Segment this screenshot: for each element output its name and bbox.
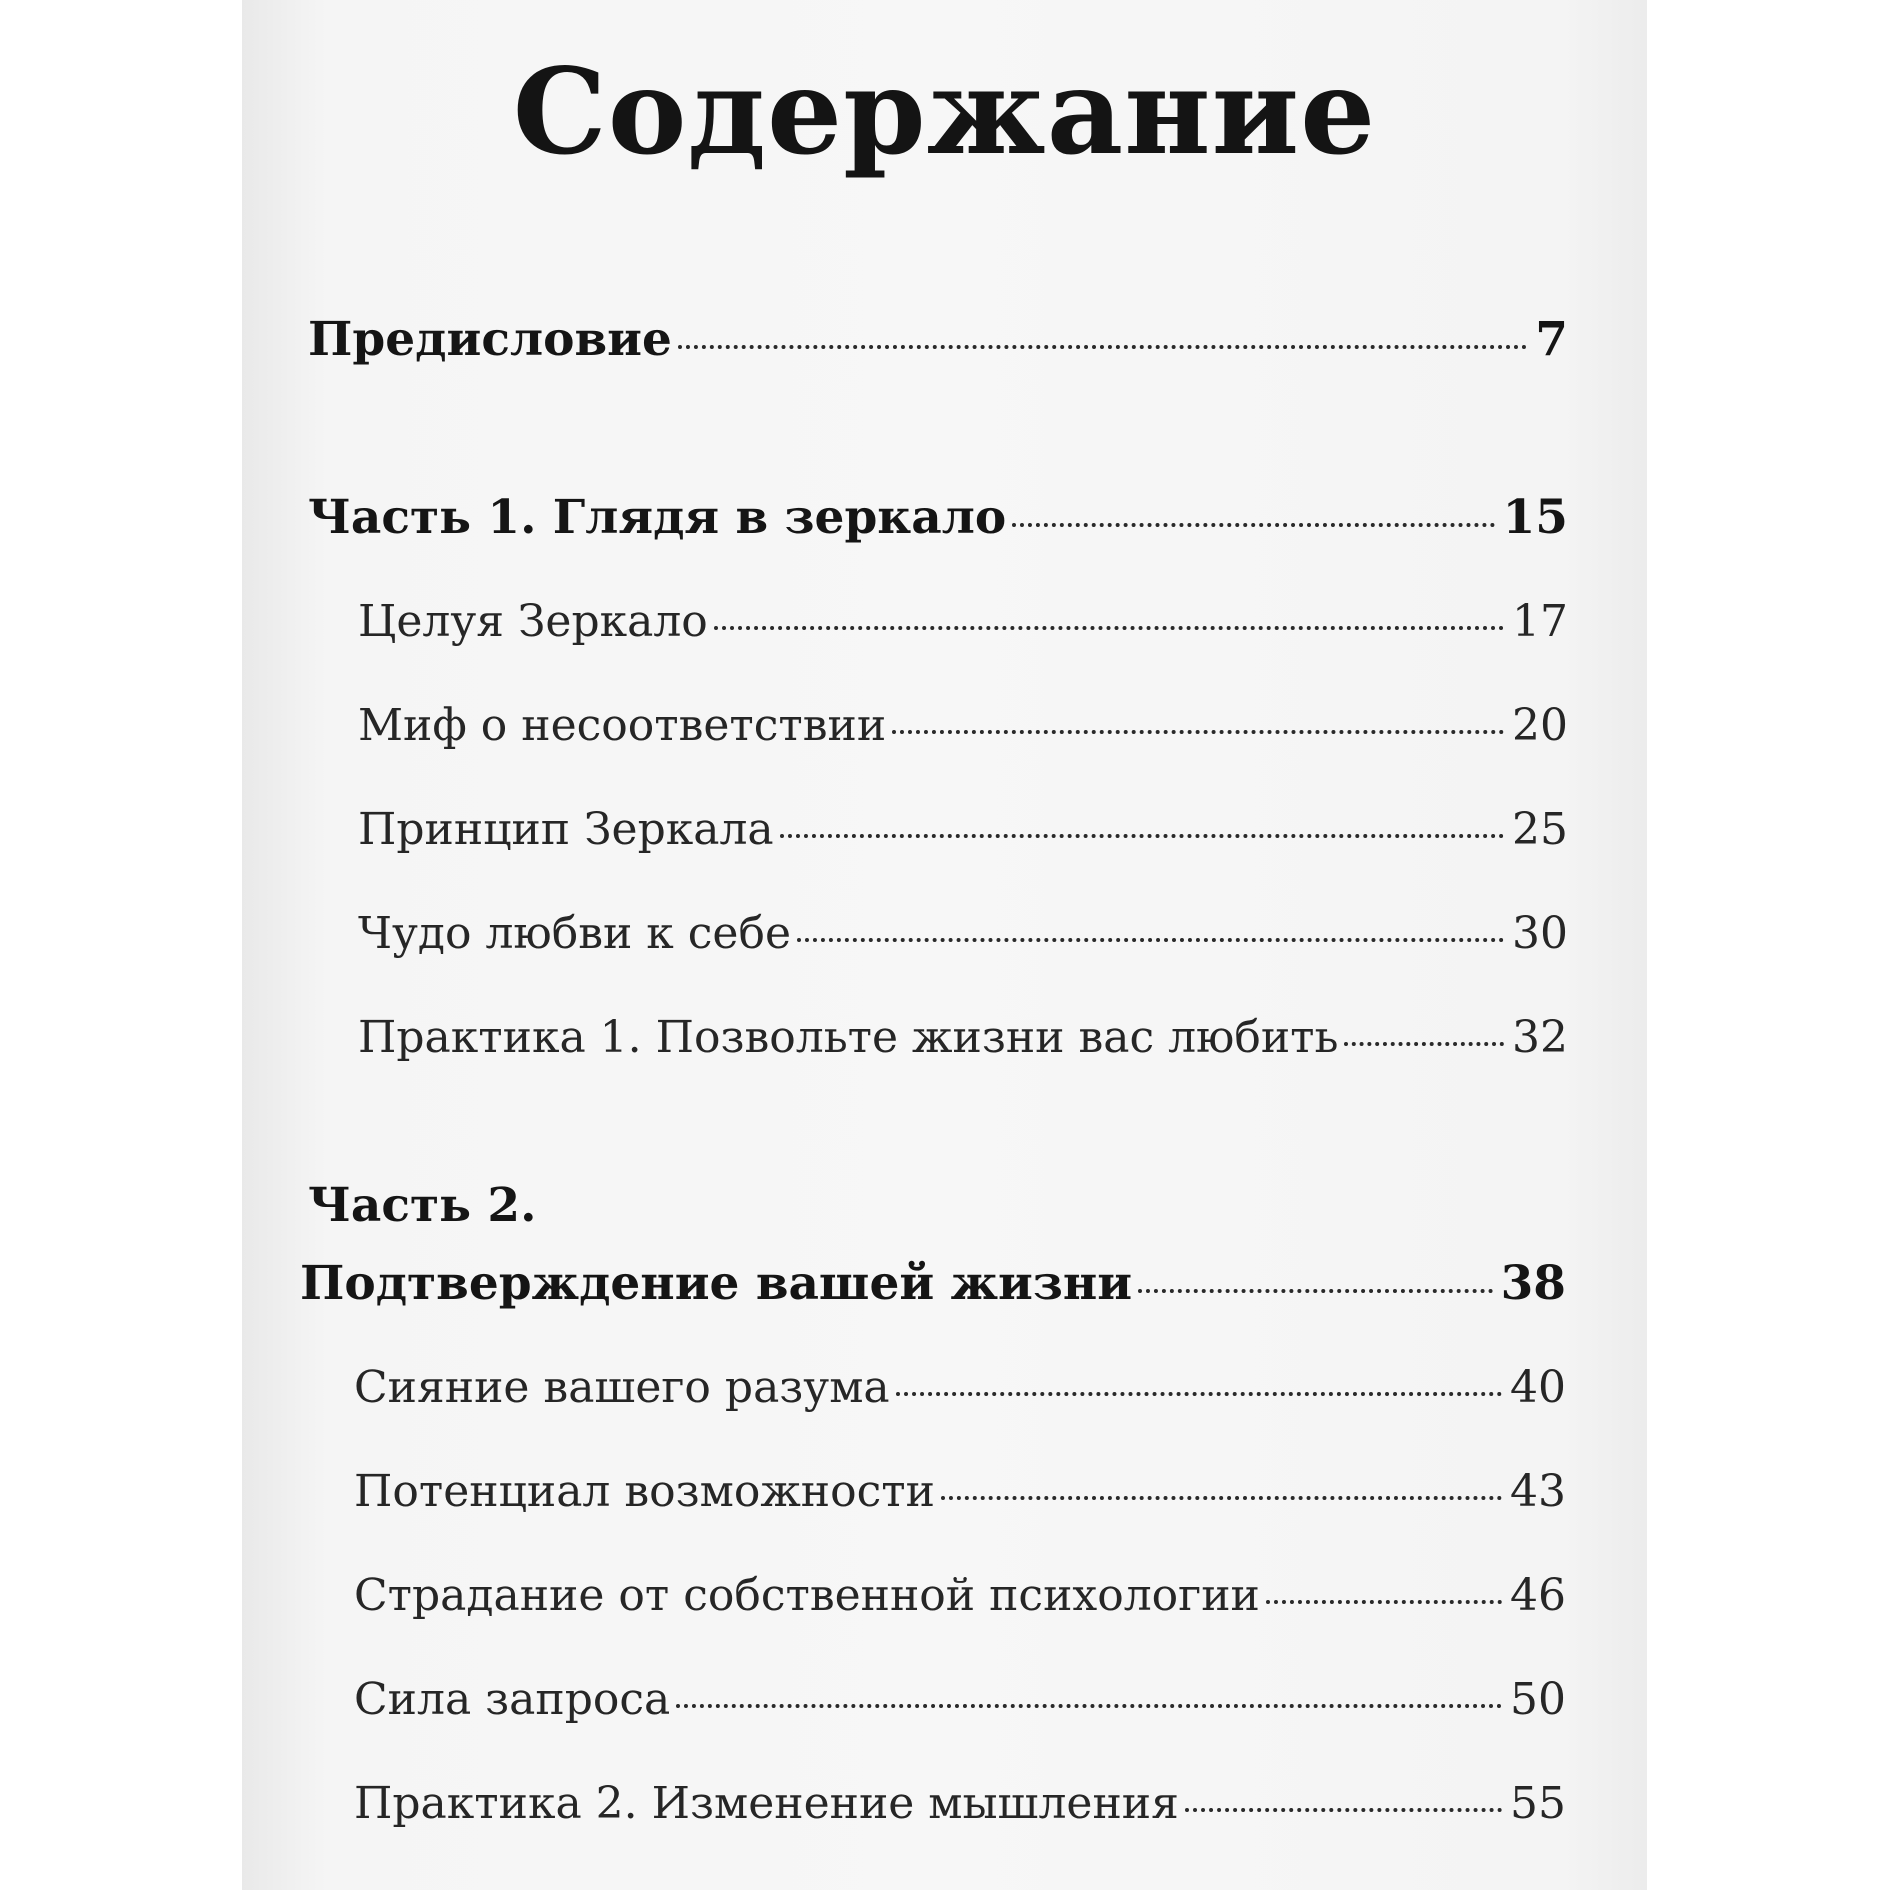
- toc-page-number: 25: [1512, 804, 1568, 855]
- toc-label: Миф о несоответствии: [358, 700, 887, 751]
- dot-leader: [896, 1392, 1502, 1396]
- toc-page-number: 7: [1535, 312, 1568, 367]
- toc-page-number: 30: [1512, 908, 1568, 959]
- toc-label: Сияние вашего разума: [354, 1362, 890, 1413]
- toc-entry: [354, 1674, 1566, 1725]
- toc-label: Принцип Зеркала: [358, 804, 774, 855]
- toc-entry-part-2: [300, 1256, 1566, 1311]
- book-page: [242, 0, 1647, 1890]
- toc-page-number: 46: [1510, 1570, 1566, 1621]
- dot-leader: [1012, 523, 1494, 527]
- toc-entry: [354, 1362, 1566, 1413]
- toc-label: Сила запроса: [354, 1674, 671, 1725]
- toc-page-number: 40: [1510, 1362, 1566, 1413]
- toc-label: Предисловие: [308, 312, 672, 367]
- toc-label: Подтверждение вашей жизни: [300, 1256, 1133, 1311]
- toc-entry: [358, 1012, 1568, 1063]
- toc-entry-preface: [308, 312, 1568, 367]
- toc-page-number: 55: [1510, 1778, 1566, 1829]
- dot-leader: [892, 730, 1504, 734]
- dot-leader: [714, 626, 1504, 630]
- toc-page-number: 50: [1510, 1674, 1566, 1725]
- toc-label: Целуя Зеркало: [358, 596, 708, 647]
- toc-page-number: 15: [1502, 490, 1568, 545]
- toc-entry: [354, 1466, 1566, 1517]
- dot-leader: [1185, 1808, 1502, 1812]
- toc-page-number: 17: [1512, 596, 1568, 647]
- dot-leader: [1138, 1289, 1492, 1293]
- dot-leader: [1266, 1600, 1502, 1604]
- toc-label: Страдание от собственной психологии: [354, 1570, 1260, 1621]
- dot-leader: [1344, 1042, 1504, 1046]
- toc-label: Практика 1. Позвольте жизни вас любить: [358, 1012, 1339, 1063]
- toc-entry-part-1: [308, 490, 1568, 545]
- dot-leader: [941, 1496, 1502, 1500]
- dot-leader: [780, 834, 1504, 838]
- toc-entry: [358, 700, 1568, 751]
- toc-page-number: 38: [1500, 1256, 1566, 1311]
- toc-entry: [358, 908, 1568, 959]
- toc-label: Потенциал возможности: [354, 1466, 935, 1517]
- dot-leader: [676, 1704, 1502, 1708]
- toc-page-number: 32: [1512, 1012, 1568, 1063]
- dot-leader: [678, 345, 1527, 349]
- toc-entry: [354, 1570, 1566, 1621]
- page-title: Содержание: [512, 42, 1377, 181]
- toc-page-number: 43: [1510, 1466, 1566, 1517]
- toc-entry: [358, 804, 1568, 855]
- toc-label: Практика 2. Изменение мышления: [354, 1778, 1179, 1829]
- part-2-heading: Часть 2.: [308, 1178, 537, 1233]
- toc-label: Чудо любви к себе: [358, 908, 791, 959]
- dot-leader: [797, 938, 1504, 942]
- toc-entry: [358, 596, 1568, 647]
- toc-page-number: 20: [1512, 700, 1568, 751]
- toc-label: Часть 1. Глядя в зеркало: [308, 490, 1007, 545]
- toc-entry: [354, 1778, 1566, 1829]
